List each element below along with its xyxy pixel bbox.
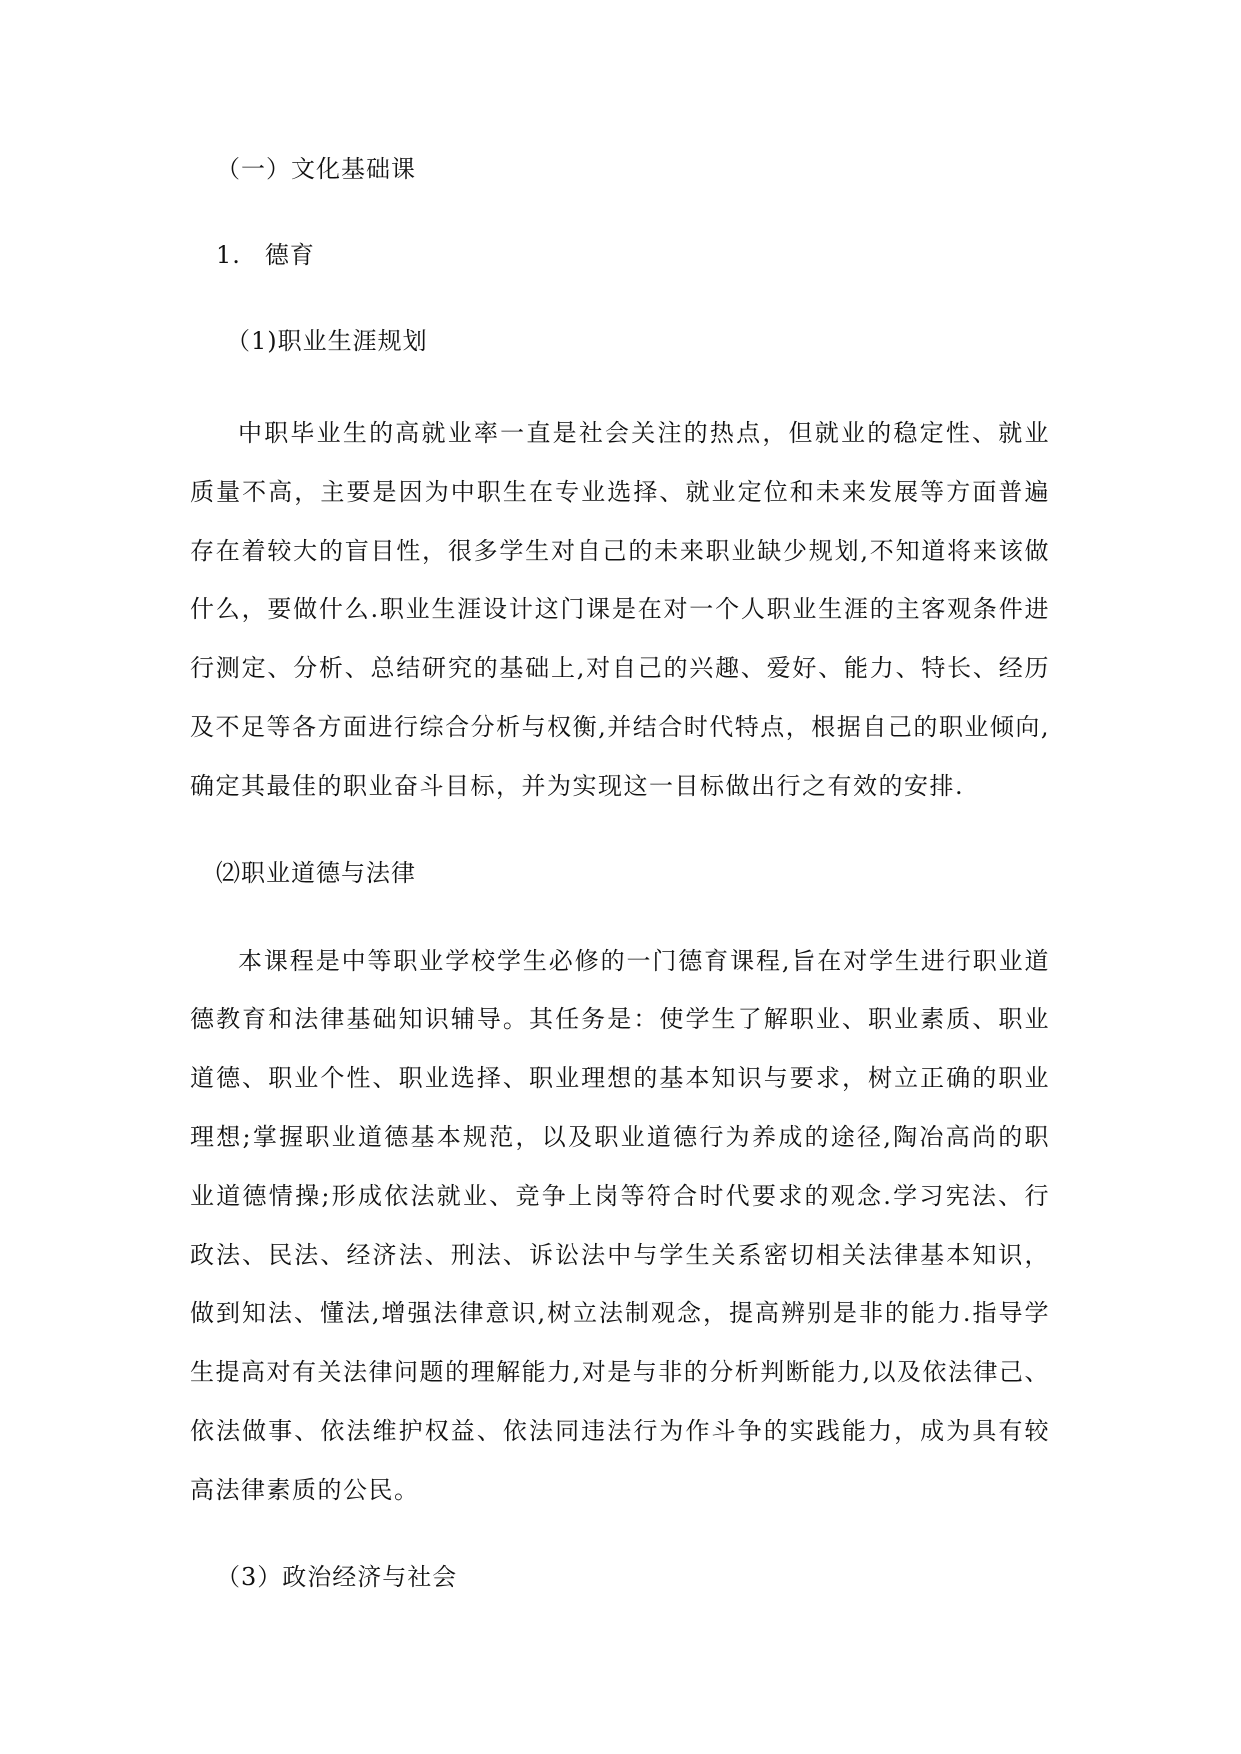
paragraph-ethics-law: 本课程是中等职业学校学生必修的一门德育课程,旨在对学生进行职业道德教育和法律基础知识辅导。其任务是：使学生了解职业、职业素质、职业道德、职业个性、职业选择、职业理想的基本知识与要求，树立正确的职业理想;掌握职业道德基本规范，以及职业道德行为养成的途径,陶冶高尚的职业道德情操;形成依法就业、竞争上岗等符合时代要求的观念.学习宪法、行政法、民法、经济法、刑法、诉讼法中与学生关系密切相关法律基本知识，做到知法、懂法,增强法律意识,树立法制观念，提高辨别是非的能力.指导学生提高对有关法律问题的理解能力,对是与非的分析判断能力,以及依法律己、依法做事、依法维护权益、依法同违法行为作斗争的实践能力，成为具有较高法律素质的公民。 [190,946,1050,1504]
subsection-heading [216,238,1050,272]
paragraph-career-planning: 中职毕业生的高就业率一直是社会关注的热点，但就业的稳定性、就业质量不高，主要是因为中职生在专业选择、就业定位和未来发展等方面普遍存在着较大的盲目性，很多学生对自己的未来职业缺少规划,不知道将来该做什么，要做什么.职业生涯设计这门课是在对一个人职业生涯的主客观条件进行测定、分析、总结研究的基础上,对自己的兴趣、爱好、能力、特长、经历及不足等各方面进行综合分析与权衡,并结合时代特点，根据自己的职业倾向,确定其最佳的职业奋斗目标，并为实现这一目标做出行之有效的安排. [190,419,1050,800]
item-heading-career-planning: （1)职业生涯规划 [226,327,428,355]
subsection-title: 德育 [264,241,315,269]
item-heading-politics-economics: （3）政治经济与社会 [216,1562,458,1591]
section-heading: （一）文化基础课 [216,155,416,183]
subsection-number: 1. [216,241,241,269]
item-heading-ethics-law: ⑵职业道德与法律 [216,858,416,887]
document-content [190,152,1050,1594]
